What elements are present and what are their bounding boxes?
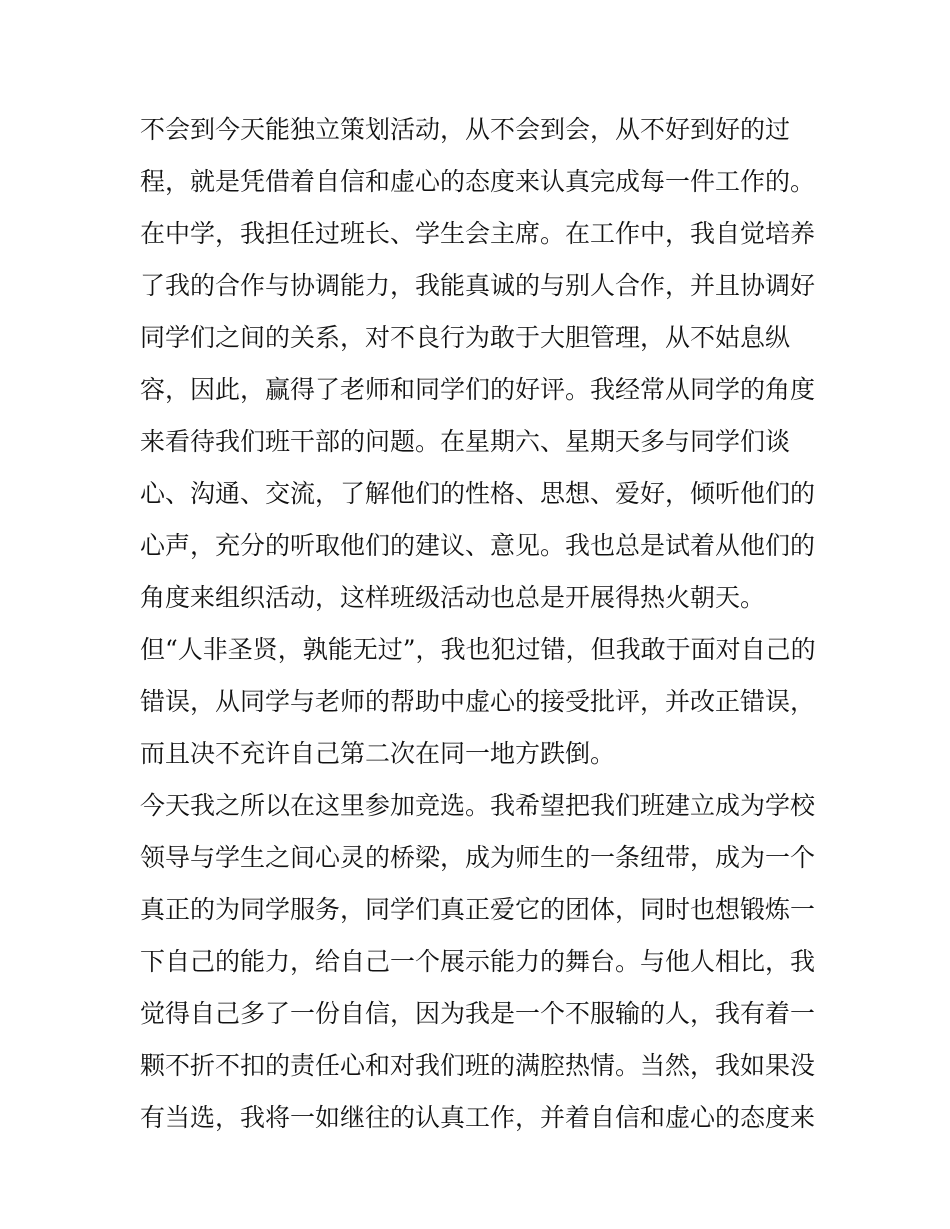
text-line: 程，就是凭借着自信和虚心的态度来认真完成每一件工作的。 [140,167,816,196]
text-line: 了我的合作与协调能力，我能真诚的与别人合作，并且协调好 [140,271,816,300]
text-line: 但“人非圣贤，孰能无过”，我也犯过错，但我敢于面对自己的 [140,635,816,664]
text-line: 今天我之所以在这里参加竞选。我希望把我们班建立成为学校 [140,791,816,820]
text-line: 在中学，我担任过班长、学生会主席。在工作中，我自觉培养 [140,219,816,248]
text-line: 心、沟通、交流，了解他们的性格、思想、爱好，倾听他们的 [140,479,816,508]
text-line: 颗不折不扣的责任心和对我们班的满腔热情。当然，我如果没 [140,1051,816,1080]
document-body [140,104,820,1144]
text-line: 同学们之间的关系，对不良行为敢于大胆管理，从不姑息纵 [140,323,791,352]
text-line: 真正的为同学服务，同学们真正爱它的团体，同时也想锻炼一 [140,895,816,924]
text-line: 领导与学生之间心灵的桥梁，成为师生的一条纽带，成为一个 [140,843,816,872]
text-line: 而且决不充许自己第二次在同一地方跌倒。 [140,739,616,768]
text-line: 错误，从同学与老师的帮助中虚心的接受批评，并改正错误， [140,687,816,716]
text-line: 角度来组织活动，这样班级活动也总是开展得热火朝天。 [140,583,766,612]
text-line: 心声，充分的听取他们的建议、意见。我也总是试着从他们的 [140,531,816,560]
text-line: 下自己的能力，给自己一个展示能力的舞台。与他人相比，我 [140,947,816,976]
text-line: 容，因此，赢得了老师和同学们的好评。我经常从同学的角度 [140,375,816,404]
text-line: 来看待我们班干部的问题。在星期六、星期天多与同学们谈 [140,427,791,456]
text-line: 不会到今天能独立策划活动，从不会到会，从不好到好的过 [140,115,791,144]
text-line: 有当选，我将一如继往的认真工作，并着自信和虚心的态度来 [140,1103,816,1132]
text-line: 觉得自己多了一份自信，因为我是一个不服输的人，我有着一 [140,999,816,1028]
